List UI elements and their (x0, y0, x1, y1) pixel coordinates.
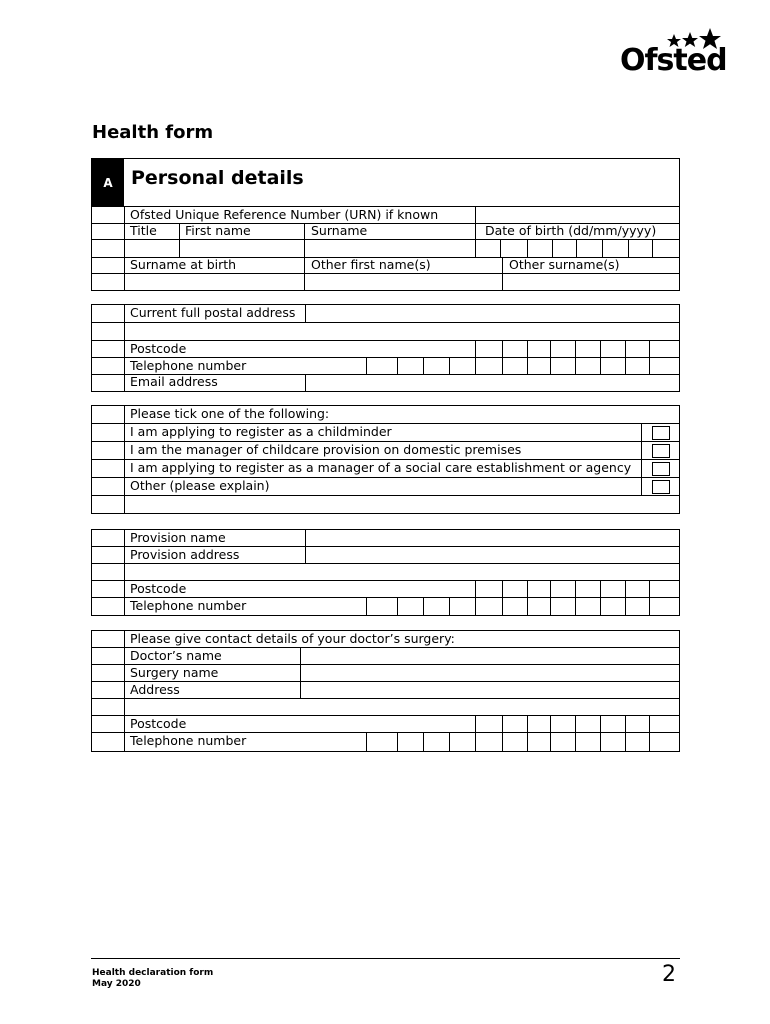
surgery-telephone-row (92, 733, 679, 751)
role-option-row (92, 478, 679, 496)
postal-row (92, 305, 679, 323)
provision-name-label: Provision name (130, 530, 226, 545)
doctor-table (91, 630, 680, 752)
provision-telephone-row (92, 598, 679, 615)
surname-label: Surname (311, 223, 368, 238)
name-labels-row (92, 224, 679, 240)
telephone-label: Telephone number (130, 358, 247, 373)
provision-address-field[interactable] (305, 547, 679, 563)
footer-form-name: Health declaration form (92, 968, 214, 978)
section-title: Personal details (131, 167, 304, 189)
urn-row (92, 207, 679, 224)
email-field[interactable] (305, 375, 679, 391)
email-label: Email address (130, 374, 218, 389)
surgery-address-field[interactable] (300, 682, 679, 698)
address-line-row (92, 323, 679, 341)
role-option-row (92, 442, 679, 460)
other-checkbox[interactable] (652, 480, 670, 494)
provision-telephone-label: Telephone number (130, 598, 247, 613)
other-first-label: Other first name(s) (311, 257, 431, 272)
childminder-checkbox[interactable] (652, 426, 670, 440)
section-header (92, 159, 679, 207)
section-letter: A (92, 159, 124, 206)
surgery-address-label: Address (130, 682, 180, 697)
doctor-name-row (92, 648, 679, 665)
role-intro: Please tick one of the following: (130, 406, 330, 421)
footer-text (92, 968, 213, 990)
role-intro-row (92, 406, 679, 424)
postal-field[interactable] (305, 305, 679, 322)
provision-address-row (92, 547, 679, 564)
provision-postcode-row (92, 581, 679, 598)
address-table (91, 304, 680, 392)
other-surname-label: Other surname(s) (509, 257, 620, 272)
surgery-postcode-label: Postcode (130, 716, 187, 731)
logo-text: Ofsted (620, 43, 727, 78)
role-option-label: I am the manager of childcare provision on domestic premises (130, 442, 522, 457)
role-table (91, 405, 680, 514)
provision-name-field[interactable] (305, 530, 679, 546)
role-option-label: I am applying to register as a manager of a social care establishment or agency (130, 460, 632, 475)
first-name-label: First name (185, 223, 251, 238)
manager-social-care-checkbox[interactable] (652, 462, 670, 476)
surgery-name-row (92, 665, 679, 682)
form-title: Health form (92, 122, 214, 143)
title-label: Title (130, 223, 157, 238)
provision-address-line-row (92, 564, 679, 581)
provision-address-label: Provision address (130, 547, 240, 562)
doctor-intro-row (92, 631, 679, 648)
urn-label: Ofsted Unique Reference Number (URN) if known (130, 207, 439, 222)
other-explain-row (92, 496, 679, 513)
footer-divider (91, 958, 680, 959)
doctor-intro: Please give contact details of your doctor’s surgery: (130, 631, 455, 646)
role-option-label: I am applying to register as a childminder (130, 424, 392, 439)
other-explain-field[interactable] (124, 496, 679, 513)
postcode-label: Postcode (130, 341, 187, 356)
surname-birth-label: Surname at birth (130, 257, 237, 272)
doctor-name-field[interactable] (300, 648, 679, 664)
postal-label: Current full postal address (130, 305, 296, 320)
name-fields-row (92, 240, 679, 258)
urn-field[interactable] (475, 207, 679, 223)
ofsted-logo (620, 28, 730, 84)
role-option-row (92, 424, 679, 442)
provision-name-row (92, 530, 679, 547)
postcode-row (92, 341, 679, 358)
surgery-telephone-label: Telephone number (130, 733, 247, 748)
other-names-labels-row (92, 258, 679, 274)
telephone-row (92, 358, 679, 375)
email-row (92, 375, 679, 391)
doctor-name-label: Doctor’s name (130, 648, 222, 663)
surgery-name-label: Surgery name (130, 665, 219, 680)
role-option-label: Other (please explain) (130, 478, 270, 493)
page-number: 2 (662, 962, 676, 987)
surgery-address-line-row (92, 699, 679, 716)
footer-date: May 2020 (92, 979, 141, 989)
provision-table (91, 529, 680, 616)
surgery-name-field[interactable] (300, 665, 679, 681)
role-option-row (92, 460, 679, 478)
provision-postcode-label: Postcode (130, 581, 187, 596)
personal-details-table (91, 158, 680, 291)
surgery-postcode-row (92, 716, 679, 733)
other-names-fields-row (92, 274, 679, 290)
dob-label: Date of birth (dd/mm/yyyy) (485, 223, 657, 238)
manager-domestic-checkbox[interactable] (652, 444, 670, 458)
surgery-address-row (92, 682, 679, 699)
